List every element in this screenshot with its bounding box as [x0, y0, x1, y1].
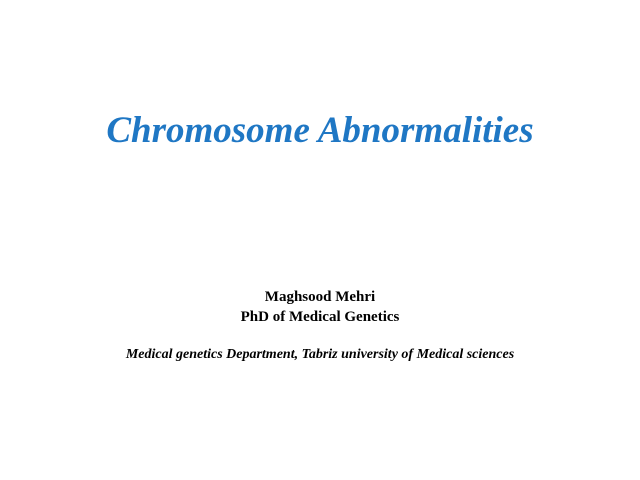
author-affiliation: Medical genetics Department, Tabriz university of Medical sciences	[125, 347, 515, 362]
author-degree: PhD of Medical Genetics	[240, 309, 400, 325]
author-block	[0, 287, 640, 327]
slide-title: Chromosome Abnormalities	[106, 110, 534, 151]
author-name: Maghsood Mehri	[264, 289, 376, 305]
